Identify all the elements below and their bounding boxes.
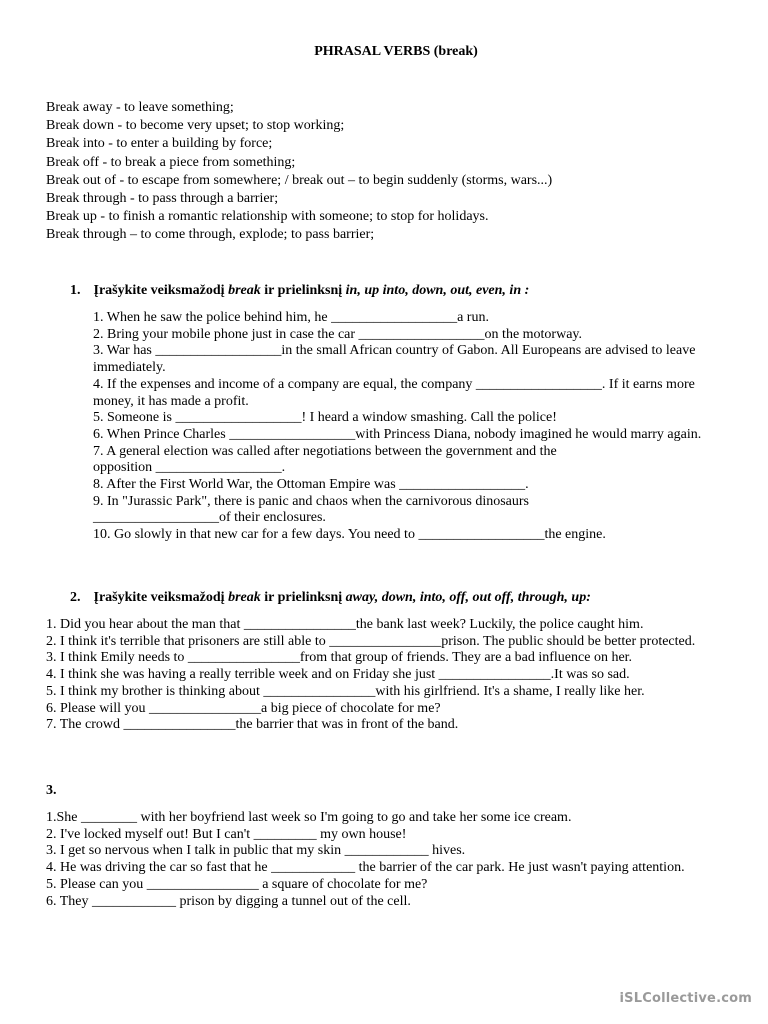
- exercise-item: 3. War has __________________in the small African country of Gabon. All Europeans are advised to leave immediately.: [93, 343, 696, 376]
- exercise-words: away, down, into, off, out off, through, up:: [345, 590, 591, 605]
- exercise-item: 9. In "Jurassic Park", there is panic and chaos when the carnivorous dinosaurs __________________of their enclosures.: [93, 493, 529, 526]
- definition-line: Break into - to enter a building by force;: [46, 136, 273, 152]
- exercise-words: in, up into, down, out, even, in :: [345, 283, 530, 298]
- exercise-3-items: [46, 810, 726, 910]
- exercise-item: 2. I think it's terrible that prisoners are still able to ________________prison. The public should be better protected.: [46, 633, 696, 649]
- definition-line: Break off - to break a piece from something;: [46, 154, 296, 170]
- exercise-item: 4. He was driving the car so fast that he ____________ the barrier of the car park. He just wasn't paying attention.: [46, 860, 685, 876]
- exercise-verb: break: [228, 590, 261, 605]
- definition-line: Break out of - to escape from somewhere; / break out – to begin suddenly (storms, wars...): [46, 172, 553, 188]
- exercise-item: 7. A general election was called after negotiations between the government and the opposition __________________.: [93, 443, 557, 476]
- exercise-item: 5. Please can you ________________ a square of chocolate for me?: [46, 876, 428, 892]
- definitions-list: [46, 99, 746, 245]
- exercise-1-heading: [70, 283, 529, 299]
- exercise-instruction-mid: ir prielinksnį: [260, 590, 346, 605]
- exercise-1-items: [93, 310, 723, 544]
- exercise-item: 6. They ____________ prison by digging a tunnel out of the cell.: [46, 893, 411, 909]
- definition-line: Break up - to finish a romantic relationship with someone; to stop for holidays.: [46, 209, 489, 225]
- page-title: PHRASAL VERBS (break): [314, 44, 478, 59]
- exercise-item: 6. When Prince Charles __________________with Princess Diana, nobody imagined he would marry again.: [93, 426, 702, 442]
- exercise-instruction-mid: ir prielinksnį: [260, 283, 346, 298]
- definition-line: Break down - to become very upset; to stop working;: [46, 118, 345, 134]
- exercise-3-heading: [46, 783, 57, 799]
- exercise-number: 3.: [46, 783, 57, 798]
- exercise-instruction: Įrašykite veiksmažodį: [93, 283, 229, 298]
- exercise-item: 5. Someone is __________________! I heard a window smashing. Call the police!: [93, 410, 557, 426]
- exercise-number: 2.: [70, 590, 81, 605]
- exercise-item: 8. After the First World War, the Ottoman Empire was __________________.: [93, 477, 529, 493]
- exercise-instruction: Įrašykite veiksmažodį: [93, 590, 229, 605]
- exercise-item: 4. I think she was having a really terrible week and on Friday she just ________________.It was so sad.: [46, 667, 630, 683]
- exercise-item: 1.She ________ with her boyfriend last week so I'm going to go and take her some ice cream.: [46, 810, 572, 825]
- exercise-item: 1. Did you hear about the man that ________________the bank last week? Luckily, the police caught him.: [46, 617, 644, 632]
- exercise-item: 1. When he saw the police behind him, he __________________a run.: [93, 310, 489, 325]
- definition-line: Break through – to come through, explode; to pass barrier;: [46, 227, 375, 243]
- exercise-item: 7. The crowd ________________the barrier that was in front of the band.: [46, 717, 459, 733]
- exercise-item: 5. I think my brother is thinking about ________________with his girlfriend. It's a shame, I really like her.: [46, 683, 645, 699]
- exercise-item: 3. I think Emily needs to ________________from that group of friends. They are a bad influence on her.: [46, 650, 633, 666]
- exercise-number: 1.: [70, 283, 81, 298]
- definition-line: Break away - to leave something;: [46, 100, 234, 115]
- exercise-item: 3. I get so nervous when I talk in public that my skin ____________ hives.: [46, 843, 466, 859]
- definition-line: Break through - to pass through a barrier;: [46, 191, 279, 207]
- exercise-2-heading: [70, 590, 591, 606]
- exercise-item: 10. Go slowly in that new car for a few days. You need to __________________the engine.: [93, 527, 606, 543]
- footer-watermark: iSLCollective.com: [619, 991, 752, 1006]
- exercise-2-items: [46, 617, 726, 734]
- exercise-item: 2. Bring your mobile phone just in case the car __________________on the motorway.: [93, 326, 583, 342]
- exercise-item: 6. Please will you ________________a big piece of chocolate for me?: [46, 700, 441, 716]
- exercise-verb: break: [228, 283, 261, 298]
- exercise-item: 4. If the expenses and income of a company are equal, the company __________________. If it earns more money, it has made a profit.: [93, 376, 695, 409]
- exercise-item: 2. I've locked myself out! But I can't _________ my own house!: [46, 826, 407, 842]
